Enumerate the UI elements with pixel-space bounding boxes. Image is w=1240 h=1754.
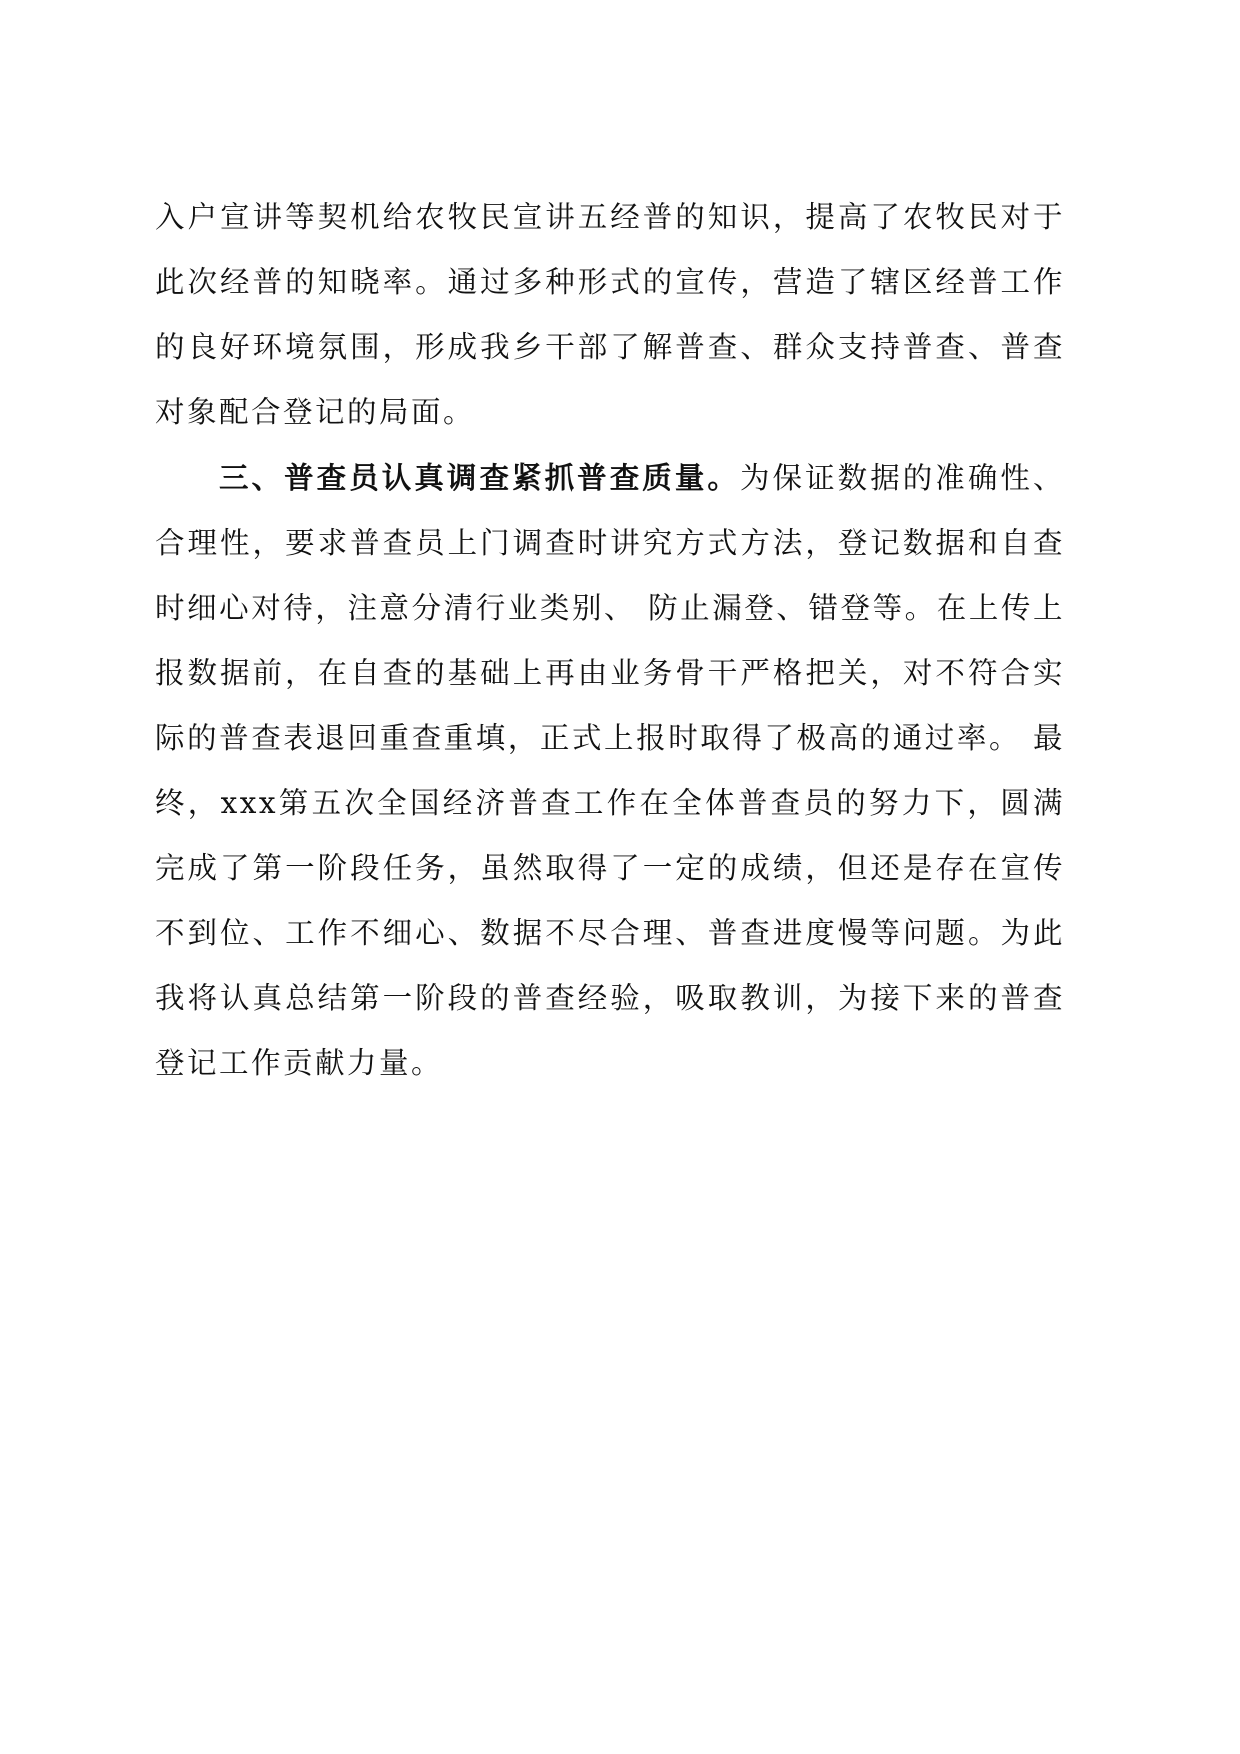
paragraph-section-three bbox=[155, 445, 1065, 1096]
paragraph-2-text: 为保证数据的准确性、合理性，要求普查员上门调查时讲究方式方法，登记数据和自查时细心对待，注意分清行业类别、 防止漏登、错登等。在上传上报数据前，在自查的基础上再由业务骨干严格把关，对不符合实际的普查表退回重查重填，正式上报时取得了极高的通过率。 最终，xxx第五次全国经济普查工作在全体普查员的努力下，圆满完成了第一阶段任务，虽然取得了一定的成绩，但还是存在宣传不到位、工作不细心、数据不尽合理、普查进度慢等问题。为此我将认真总结第一阶段的普查经验，吸取教训，为接下来的普查登记工作贡献力量。 bbox=[155, 461, 1065, 1080]
paragraph-continued bbox=[155, 185, 1065, 445]
section-heading: 三、普查员认真调查紧抓普查质量。 bbox=[219, 460, 740, 495]
document-body bbox=[155, 185, 1065, 1096]
paragraph-1-text: 入户宣讲等契机给农牧民宣讲五经普的知识，提高了农牧民对于此次经普的知晓率。通过多种形式的宣传，营造了辖区经普工作的良好环境氛围，形成我乡干部了解普查、群众支持普查、普查对象配合登记的局面。 bbox=[155, 200, 1065, 429]
